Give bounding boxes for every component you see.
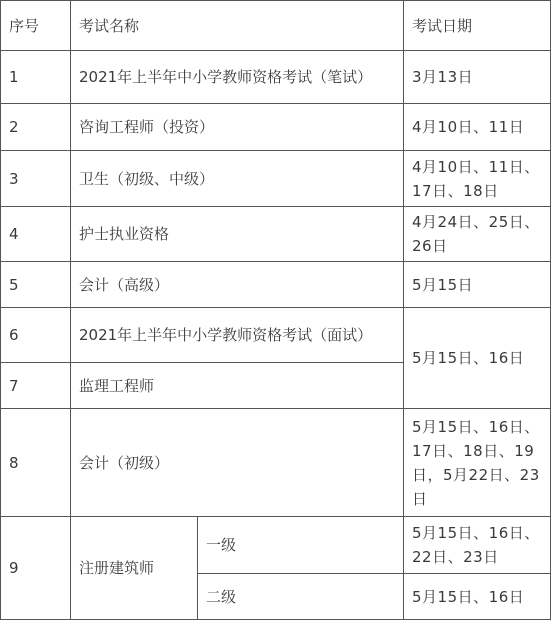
row-no: 7 — [1, 363, 71, 409]
exam-name: 护士执业资格 — [71, 207, 404, 262]
table-row — [1, 104, 551, 151]
exam-date: 3月13日 — [404, 51, 551, 104]
row-no: 6 — [1, 308, 71, 363]
row-no: 8 — [1, 409, 71, 517]
table-row — [1, 409, 551, 517]
exam-name: 2021年上半年中小学教师资格考试（笔试） — [71, 51, 404, 104]
exam-date: 5月15日、16日 — [404, 308, 551, 409]
table-row — [1, 517, 551, 574]
table-row — [1, 262, 551, 308]
table-row — [1, 308, 551, 363]
row-no: 5 — [1, 262, 71, 308]
exam-date: 5月15日、16日 — [404, 574, 551, 620]
row-no: 3 — [1, 151, 71, 207]
exam-date: 5月15日、16日、22日、23日 — [404, 517, 551, 574]
exam-date: 5月15日 — [404, 262, 551, 308]
row-no: 4 — [1, 207, 71, 262]
exam-date: 5月15日、16日、17日、18日、19日，5月22日、23日 — [404, 409, 551, 517]
row-no: 9 — [1, 517, 71, 620]
exam-name: 会计（高级） — [71, 262, 404, 308]
exam-name: 会计（初级） — [71, 409, 404, 517]
exam-name: 2021年上半年中小学教师资格考试（面试） — [71, 308, 404, 363]
row-no: 1 — [1, 51, 71, 104]
header-no: 序号 — [1, 1, 71, 51]
exam-level: 二级 — [198, 574, 404, 620]
table-row — [1, 51, 551, 104]
exam-name: 卫生（初级、中级） — [71, 151, 404, 207]
exam-name: 注册建筑师 — [71, 517, 198, 620]
row-no: 2 — [1, 104, 71, 151]
header-name: 考试名称 — [71, 1, 404, 51]
exam-level: 一级 — [198, 517, 404, 574]
exam-name: 监理工程师 — [71, 363, 404, 409]
table-row — [1, 207, 551, 262]
exam-name: 咨询工程师（投资） — [71, 104, 404, 151]
header-date: 考试日期 — [404, 1, 551, 51]
table-row — [1, 151, 551, 207]
exam-date: 4月24日、25日、26日 — [404, 207, 551, 262]
exam-date: 4月10日、11日、17日、18日 — [404, 151, 551, 207]
table-header-row — [1, 1, 551, 51]
exam-date: 4月10日、11日 — [404, 104, 551, 151]
